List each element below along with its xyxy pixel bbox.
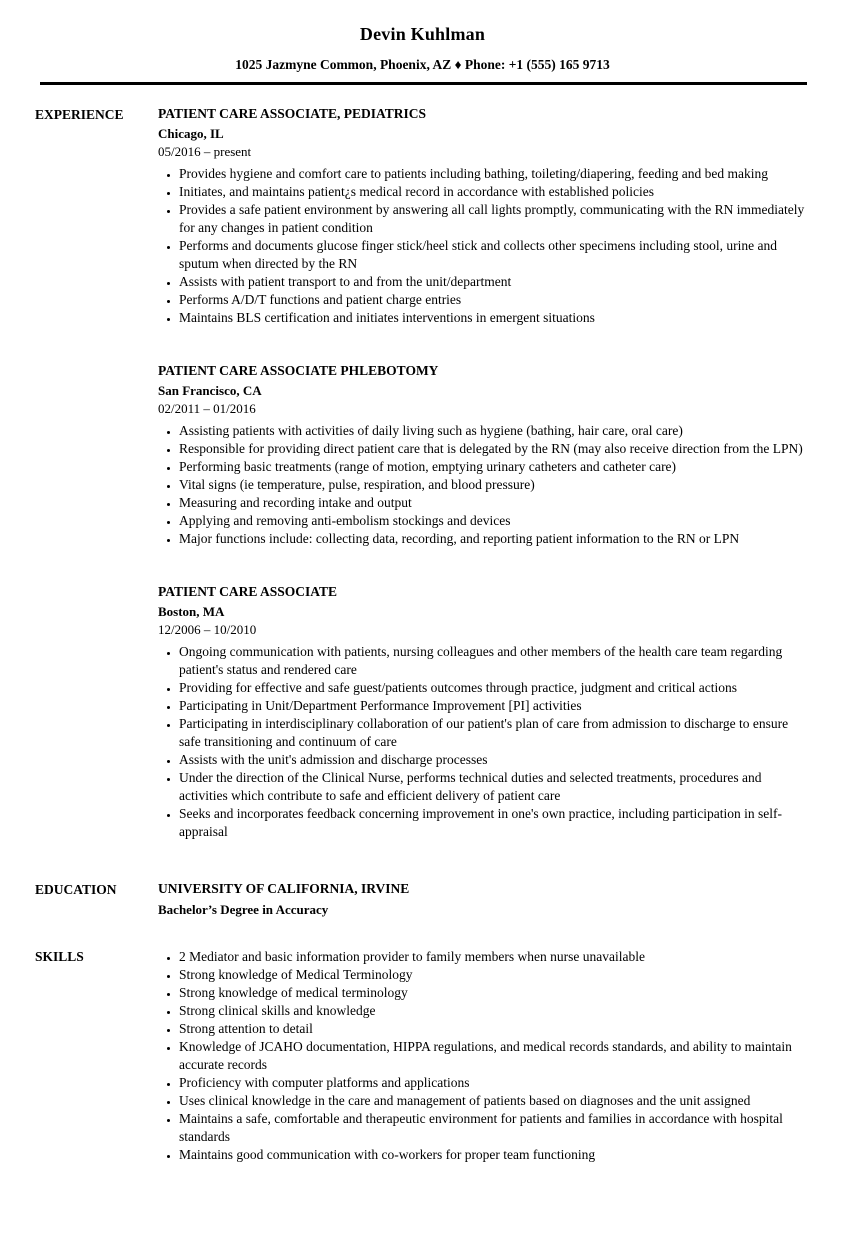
bullet-item: • Under the direction of the Clinical Nurse, performs technical duties and selected treatments, procedures and activities which contribute to safe and efficient delivery of patient care	[179, 769, 810, 805]
job-title: PATIENT CARE ASSOCIATE	[158, 584, 338, 599]
bullet-item: • Providing for effective and safe guest/patients outcomes through practice, judgment and critical actions	[179, 679, 810, 697]
experience-section-label: EXPERIENCE	[35, 107, 124, 122]
bullet-item: • Strong knowledge of Medical Terminology	[179, 966, 810, 984]
job-location: San Francisco, CA	[158, 383, 262, 398]
job-entry	[158, 584, 810, 841]
job-entry	[158, 106, 810, 327]
job-title: PATIENT CARE ASSOCIATE, PEDIATRICS	[158, 106, 427, 121]
bullet-item: • Assists with patient transport to and from the unit/department	[179, 273, 810, 291]
education-school: UNIVERSITY OF CALIFORNIA, IRVINE	[158, 881, 410, 896]
bullet-item: • Provides a safe patient environment by answering all call lights promptly, communicating with the RN immediately for any changes in patient condition	[179, 201, 810, 237]
bullet-item: • Assisting patients with activities of daily living such as hygiene (bathing, hair care, oral care)	[179, 422, 810, 440]
job-bullets	[158, 422, 810, 548]
bullet-item: • Initiates, and maintains patient¿s medical record in accordance with established policies	[179, 183, 810, 201]
experience-section	[35, 106, 810, 841]
bullet-item: • Performing basic treatments (range of motion, emptying urinary catheters and catheter care)	[179, 458, 810, 476]
bullet-item: • Ongoing communication with patients, nursing colleagues and other members of the health care team regarding patient's status and rendered care	[179, 643, 810, 679]
bullet-item: • Strong attention to detail	[179, 1020, 810, 1038]
bullet-item: • Knowledge of JCAHO documentation, HIPPA regulations, and medical records standards, and ability to maintain accurate records	[179, 1038, 810, 1074]
bullet-item: • Assists with the unit's admission and discharge processes	[179, 751, 810, 769]
bullet-item: • Applying and removing anti-embolism stockings and devices	[179, 512, 810, 530]
job-bullets	[158, 165, 810, 327]
bullet-item: • Proficiency with computer platforms and applications	[179, 1074, 810, 1092]
job-entry	[158, 363, 810, 548]
bullet-item: • Responsible for providing direct patient care that is delegated by the RN (may also receive direction from the LPN)	[179, 440, 810, 458]
bullet-item: • Uses clinical knowledge in the care and management of patients based on diagnoses and the unit assigned	[179, 1092, 810, 1110]
bullet-item: • Provides hygiene and comfort care to patients including bathing, toileting/diapering, feeding and bed making	[179, 165, 810, 183]
person-name: Devin Kuhlman	[359, 24, 486, 44]
skills-list	[158, 948, 810, 1164]
bullet-item: • Strong knowledge of medical terminology	[179, 984, 810, 1002]
jobs-list	[158, 106, 810, 841]
education-section	[35, 881, 810, 918]
bullet-item: • Strong clinical skills and knowledge	[179, 1002, 810, 1020]
job-location: Boston, MA	[158, 604, 225, 619]
bullet-item: • Seeks and incorporates feedback concerning improvement in one's own practice, including participation in self-appraisal	[179, 805, 810, 841]
skills-section	[35, 948, 810, 1164]
education-entry	[158, 881, 810, 918]
contact-line: 1025 Jazmyne Common, Phoenix, AZ ♦ Phone: +1 (555) 165 9713	[235, 57, 610, 72]
bullet-item: • Participating in interdisciplinary collaboration of our patient's plan of care from admission to discharge to ensure safe transitioning and continuum of care	[179, 715, 810, 751]
job-dates: 05/2016 – present	[158, 144, 252, 159]
bullet-item: • 2 Mediator and basic information provider to family members when nurse unavailable	[179, 948, 810, 966]
bullet-item: • Maintains good communication with co-workers for proper team functioning	[179, 1146, 810, 1164]
bullet-item: • Measuring and recording intake and output	[179, 494, 810, 512]
education-degree: Bachelor’s Degree in Accuracy	[158, 902, 329, 917]
bullet-item: • Performs A/D/T functions and patient charge entries	[179, 291, 810, 309]
job-bullets	[158, 643, 810, 841]
job-dates: 12/2006 – 10/2010	[158, 622, 257, 637]
education-section-label: EDUCATION	[35, 882, 117, 897]
job-title: PATIENT CARE ASSOCIATE PHLEBOTOMY	[158, 363, 439, 378]
bullet-item: • Maintains BLS certification and initiates interventions in emergent situations	[179, 309, 810, 327]
bullet-item: • Performs and documents glucose finger stick/heel stick and collects other specimens including stool, urine and sputum when directed by the RN	[179, 237, 810, 273]
bullet-item: • Major functions include: collecting data, recording, and reporting patient information to the RN or LPN	[179, 530, 810, 548]
header-divider	[40, 82, 807, 85]
job-dates: 02/2011 – 01/2016	[158, 401, 256, 416]
skills-section-label: SKILLS	[35, 949, 84, 964]
bullet-item: • Maintains a safe, comfortable and therapeutic environment for patients and families in accordance with hospital standards	[179, 1110, 810, 1146]
bullet-item: • Participating in Unit/Department Performance Improvement [PI] activities	[179, 697, 810, 715]
job-location: Chicago, IL	[158, 126, 224, 141]
bullet-item: • Vital signs (ie temperature, pulse, respiration, and blood pressure)	[179, 476, 810, 494]
